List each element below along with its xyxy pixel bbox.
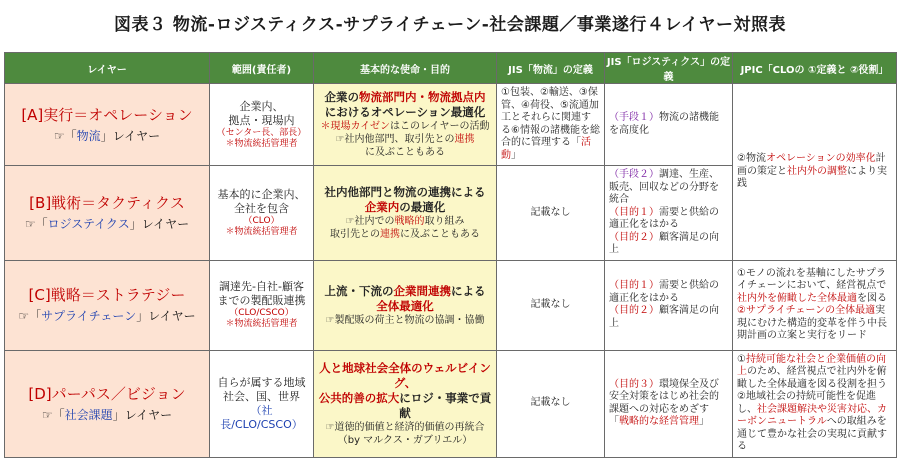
mission-cell-c: 上流・下流の企業間連携による 全体最適化 ☞製配販の荷主と物流の協調・協働 [314,260,497,350]
mission-cell-d: 人と地球社会全体のウェルビイング、 公共的善の拡大にロジ・事業で貢献 ☞道徳的価値と経済的価値の再統合 （by マルクス・ガブリエル） [314,350,497,457]
jis-logistics-cell-b: （手段２）調達、生産、販売、回収などの分野を統合 （目的１）需要と供給の適正化をはかる （目的２）顧客満足の向上 [605,166,733,261]
layer-name-b: [B]戦術＝タクティクス [29,193,185,212]
mission-cell-a: 企業の物流部門内・物流拠点内 におけるオペレーション最適化 ＊現場カイゼンはこのレイヤーの活動 ☞社内他部門、取引先との連携 に及ぶこともある [314,84,497,166]
jis-butsuryu-cell-d: 記載なし [497,350,605,457]
comparison-table [4,52,897,458]
layer-sub-a: ☞「物流」レイヤー [53,128,161,143]
jis-butsuryu-cell-a: ①包装、②輸送、③保管、④荷役、⑤流通加工とそれらに関連する⑥情報の諸機能を総合的に管理する「活動」 [497,84,605,166]
header-mission: 基本的な使命・目的 [314,53,497,84]
layer-name-a: [A]実行＝オペレーション [21,105,193,124]
page-title: 図表３ 物流-ロジスティクス-サプライチェーン-社会課題／事業遂行４レイヤー対照表 [114,15,786,35]
header-layer: レイヤー [5,53,210,84]
header-jpic: JPIC「CLOの ①定義と ②役割」 [733,53,897,84]
scope-cell-b: 基本的に企業内、 全社を包含 （CLO） ＊物流統括管理者 [210,166,314,261]
header-jis-butsuryu: JIS「物流」の定義 [497,53,605,84]
header-scope: 範囲(責任者) [210,53,314,84]
scope-cell-d: 自らが属する地域 社会、国、世界 （社長/CLO/CSCO） [210,350,314,457]
layer-name-d: [D]パーパス／ビジョン [28,384,186,403]
layer-cell-a [5,84,210,166]
table-row-c [5,260,897,350]
table-row-a [5,84,897,166]
header-jis-logistics: JIS「ロジスティクス」の定義 [605,53,733,84]
layer-sub-c: ☞「サプライチェーン」レイヤー [18,309,196,323]
layer-cell-b [5,166,210,261]
jis-logistics-cell-a: （手段１）物流の諸機能を高度化 [605,84,733,166]
layer-cell-c [5,260,210,350]
jis-butsuryu-cell-b: 記載なし [497,166,605,261]
table-row-d [5,350,897,457]
scope-cell-c: 調達先-自社-顧客 までの製配販連携 （CLO/CSCO） ＊物流統括管理者 [210,260,314,350]
jpic-cell-c: ①モノの流れを基軸にしたサプライチェーンにおいて、経営視点で社内外を俯瞰した全体最適を図る ②サプライチェーンの全体最適実現にむけた構造的変革を伴う中長期計画の立案と実行をリード [733,260,897,350]
layer-cell-d [5,350,210,457]
jpic-cell-ab: ②物流オペレーションの効率化計画の策定と社内外の調整により実践 [733,84,897,261]
jpic-cell-d: ①持続可能な社会と企業価値の向上のため、経営視点で社内外を俯瞰した全体最適を図る役割を担う ②地域社会の持続可能性を促進し、社会課題解決や災害対応、カーボンニュートラルへの取組みを通じて豊かな社会の実現に貢献する [733,350,897,457]
jis-butsuryu-cell-c: 記載なし [497,260,605,350]
header-row [5,53,897,84]
jis-logistics-cell-c: （目的１）需要と供給の適正化をはかる （目的２）顧客満足の向上 [605,260,733,350]
scope-cell-a: 企業内、 拠点・現場内 （センター長、部長） ＊物流統括管理者 [210,84,314,166]
layer-sub-b: ☞「ロジステイクス」レイヤー [24,216,190,231]
jis-logistics-cell-d: （目的３）環境保全及び安全対策をはじめ社会的課題への対応をめざす「戦略的な経営管理」 [605,350,733,457]
layer-sub-d: ☞「社会課題」レイヤー [41,407,173,422]
mission-cell-b: 社内他部門と物流の連携による 企業内の最適化 ☞社内での戦略的取り組み 取引先との連携に及ぶこともある [314,166,497,261]
layer-name-c: [C]戦略＝ストラテジー [28,286,186,304]
